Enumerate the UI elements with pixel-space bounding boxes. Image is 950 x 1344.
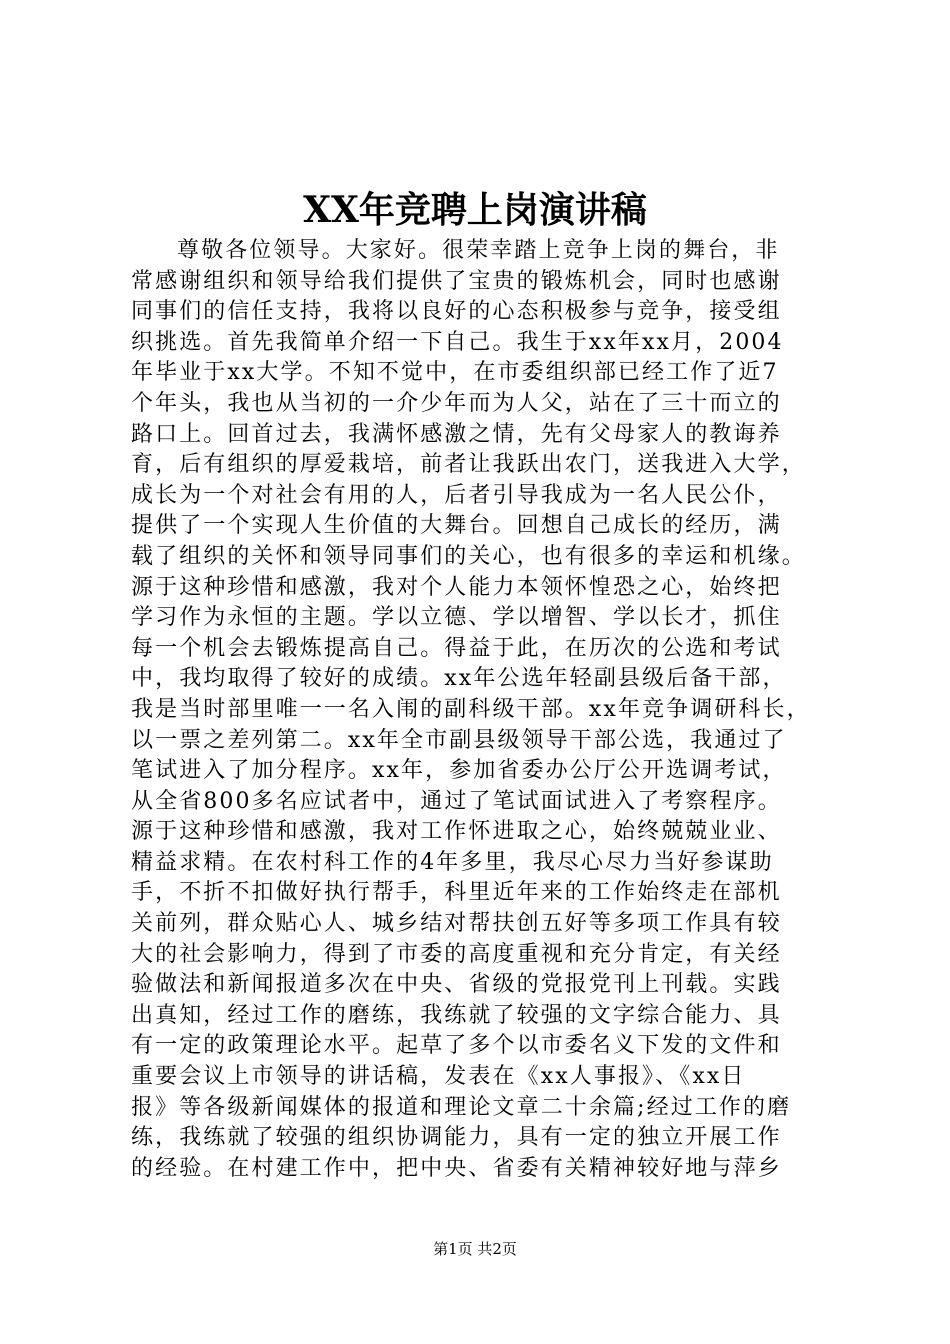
- body-line: 每一个机会去锻炼提高自己。得益于此，在历次的公选和考试: [131, 635, 782, 661]
- body-line: 育，后有组织的厚爱栽培，前者让我跃出农门，送我进入大学，: [131, 452, 806, 478]
- body-line: 大的社会影响力，得到了市委的高度重视和充分肯定，有关经: [131, 941, 782, 967]
- body-line: 源于这种珍惜和感激，我对工作怀进取之心，始终兢兢业业、: [131, 819, 782, 845]
- document-body: [131, 236, 831, 1184]
- body-line: 成长为一个对社会有用的人，后者引导我成为一名人民公仆，: [131, 482, 782, 508]
- body-line: 手，不折不扣做好执行帮手，科里近年来的工作始终走在部机: [131, 880, 782, 906]
- body-line: 常感谢组织和领导给我们提供了宝贵的锻炼机会，同时也感谢: [131, 268, 782, 294]
- body-line: 个年头，我也从当初的一介少年而为人父，站在了三十而立的: [131, 390, 782, 416]
- body-line: 源于这种珍惜和感激，我对个人能力本领怀惶恐之心，始终把: [131, 574, 782, 600]
- body-line: 以一票之差列第二。xx年全市副县级领导干部公选，我通过了: [131, 727, 787, 753]
- body-line: 从全省800多名应试者中，通过了笔试面试进入了考察程序。: [131, 788, 782, 814]
- body-line: 重要会议上市领导的讲话稿，发表在《xx人事报》、《xx日: [131, 1064, 746, 1090]
- body-line: 我是当时部里唯一一名入闱的副科级干部。xx年竞争调研科长，: [131, 696, 811, 722]
- body-line: 练，我练就了较强的组织协调能力，具有一定的独立开展工作: [131, 1125, 782, 1151]
- body-line: 笔试进入了加分程序。xx年，参加省委办公厅公开选调考试，: [131, 758, 787, 784]
- body-line: 出真知，经过工作的磨练，我练就了较强的文字综合能力、具: [131, 1002, 782, 1028]
- document-title: XX年竞聘上岗演讲稿: [303, 189, 647, 231]
- body-line: 载了组织的关怀和领导同事们的关心，也有很多的幸运和机缘。: [131, 543, 806, 569]
- body-line: 年毕业于xx大学。不知不觉中，在市委组织部已经工作了近7: [131, 360, 779, 386]
- body-line: 学习作为永恒的主题。学以立德、学以增智、学以长才，抓住: [131, 605, 782, 631]
- body-line: 尊敬各位领导。大家好。很荣幸踏上竞争上岗的舞台，非: [177, 238, 780, 263]
- body-line: 提供了一个实现人生价值的大舞台。回想自己成长的经历，满: [131, 513, 782, 539]
- body-line: 织挑选。首先我简单介绍一下自己。我生于xx年xx月，2004: [131, 329, 784, 355]
- body-line: 的经验。在村建工作中，把中央、省委有关精神较好地与萍乡: [131, 1155, 782, 1181]
- page-number-footer: 第1页 共2页: [433, 1240, 517, 1258]
- body-line: 报》等各级新闻媒体的报道和理论文章二十余篇;经过工作的磨: [131, 1094, 792, 1120]
- body-line: 同事们的信任支持，我将以良好的心态积极参与竞争，接受组: [131, 299, 782, 325]
- body-line: 关前列，群众贴心人、城乡结对帮扶创五好等多项工作具有较: [131, 911, 782, 937]
- body-line: 有一定的政策理论水平。起草了多个以市委名义下发的文件和: [131, 1033, 782, 1059]
- body-line: 验做法和新闻报道多次在中央、省级的党报党刊上刊载。实践: [131, 972, 782, 998]
- body-line: 中，我均取得了较好的成绩。xx年公选年轻副县级后备干部，: [131, 666, 787, 692]
- body-line: 精益求精。在农村科工作的4年多里，我尽心尽力当好参谋助: [131, 849, 774, 875]
- body-line: 路口上。回首过去，我满怀感激之情，先有父母家人的教诲养: [131, 421, 782, 447]
